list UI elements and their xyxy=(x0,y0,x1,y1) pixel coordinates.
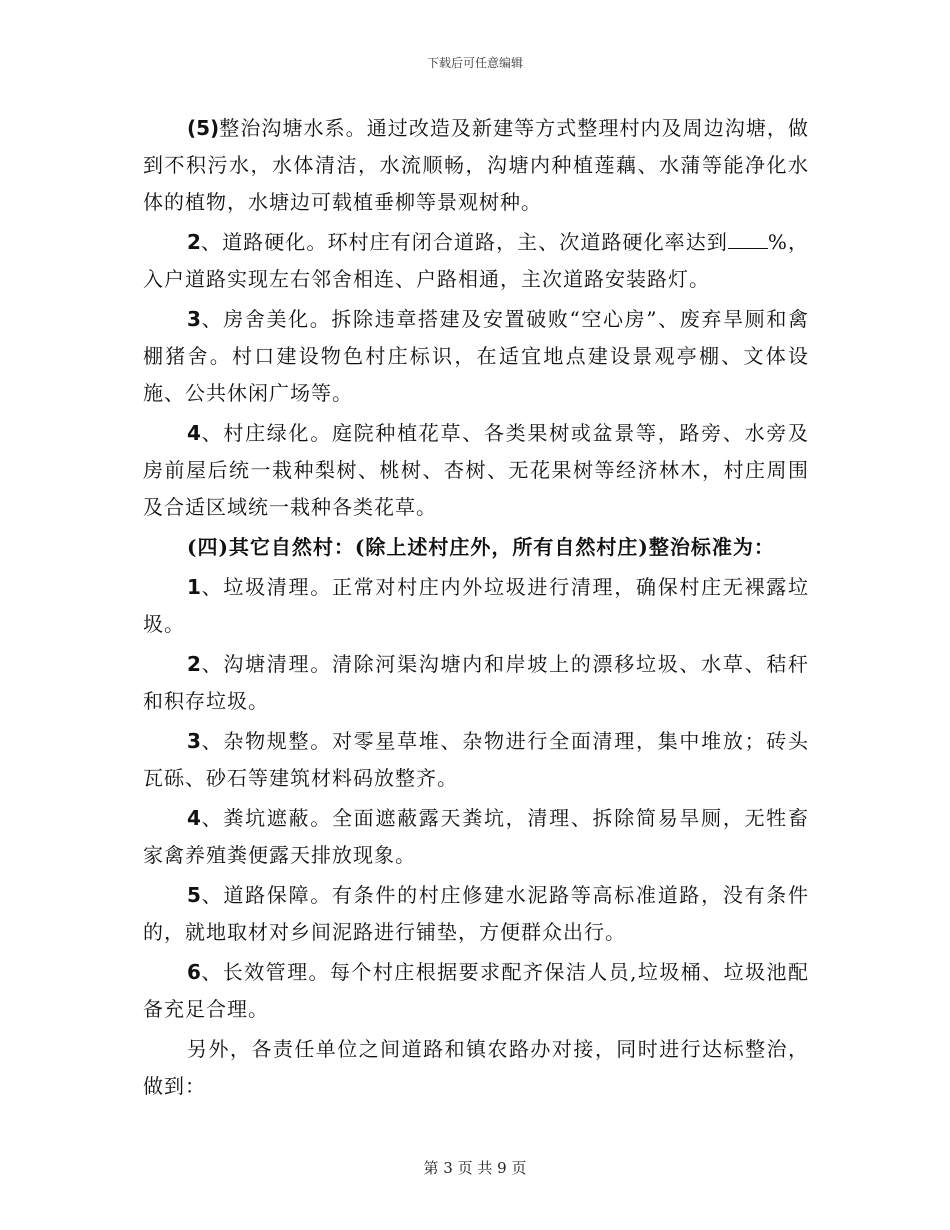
paragraph-long-term xyxy=(143,954,809,1028)
item-number: 2 xyxy=(187,652,201,676)
paragraph-text: 、道路保障。有条件的村庄修建水泥路等高标准道路，没有条件的，就地取材对乡间泥路进行铺垫，方便群众出行。 xyxy=(143,883,809,944)
item-number: 4 xyxy=(187,421,201,445)
paragraph-greening xyxy=(143,415,809,526)
paragraph-text: 另外，各责任单位之间道路和镇农路办对接，同时进行达标整治，做到： xyxy=(143,1037,809,1098)
paragraph-additional xyxy=(143,1031,809,1105)
paragraph-garbage xyxy=(143,569,809,643)
paragraph-text: %，入户道路实现左右邻舍相连、户路相通，主次道路安装路灯。 xyxy=(143,230,810,291)
paragraph-road-hardening xyxy=(143,224,809,298)
item-number: 3 xyxy=(187,307,201,331)
paragraph-water-system xyxy=(143,110,809,221)
item-number: 2 xyxy=(187,230,201,254)
item-number: 5 xyxy=(187,883,201,907)
paragraph-text: 、房舍美化。拆除违章搭建及安置破败“空心房”、废弃旱厕和禽棚猪舍。村口建设物色村庄标识，在适宜地点建设景观亭棚、文体设施、公共休闲广场等。 xyxy=(143,307,809,405)
paragraph-text: 、长效管理。每个村庄根据要求配齐保洁人员,垃圾桶、垃圾池配备充足合理。 xyxy=(143,960,809,1021)
paragraph-text: 整治沟塘水系。通过改造及新建等方式整理村内及周边沟塘，做到不积污水，水体清洁，水流顺畅，沟塘内种植莲藕、水蒲等能净化水体的植物，水塘边可载植垂柳等景观树种。 xyxy=(143,116,809,214)
paragraph-text: 、垃圾清理。正常对村庄内外垃圾进行清理，确保村庄无裸露垃圾。 xyxy=(143,575,809,636)
paragraph-text: 、杂物规整。对零星草堆、杂物进行全面清理，集中堆放；砖头瓦砾、砂石等建筑材料码放整齐。 xyxy=(143,729,809,790)
page-number: 第 3 页 共 9 页 xyxy=(423,1159,527,1177)
heading-text: (四)其它自然村：(除上述村庄外，所有自然村庄)整治标准为： xyxy=(187,535,775,559)
paragraph-road-support xyxy=(143,877,809,951)
item-number: 1 xyxy=(187,575,201,599)
section-heading-other-villages xyxy=(143,529,809,566)
document-body xyxy=(143,110,809,1108)
item-number: (5) xyxy=(187,116,220,140)
item-number: 3 xyxy=(187,729,201,753)
fill-in-blank xyxy=(728,230,768,249)
paragraph-text: 、村庄绿化。庭院种植花草、各类果树或盆景等，路旁、水旁及房前屋后统一栽种梨树、桃树、杏树、无花果树等经济林木，村庄周围及合适区域统一栽种各类花草。 xyxy=(143,421,809,519)
paragraph-ditch xyxy=(143,646,809,720)
paragraph-debris xyxy=(143,723,809,797)
item-number: 6 xyxy=(187,960,201,984)
paragraph-text: 、沟塘清理。清除河渠沟塘内和岸坡上的漂移垃圾、水草、秸秆和积存垃圾。 xyxy=(143,652,809,713)
paragraph-cesspit xyxy=(143,800,809,874)
item-number: 4 xyxy=(187,806,201,830)
page-header: 下载后可任意编辑 xyxy=(426,56,523,70)
paragraph-housing xyxy=(143,301,809,412)
paragraph-text: 、粪坑遮蔽。全面遮蔽露天粪坑，清理、拆除简易旱厕，无牲畜家禽养殖粪便露天排放现象。 xyxy=(143,806,809,867)
paragraph-text: 、道路硬化。环村庄有闭合道路，主、次道路硬化率达到 xyxy=(200,230,728,254)
